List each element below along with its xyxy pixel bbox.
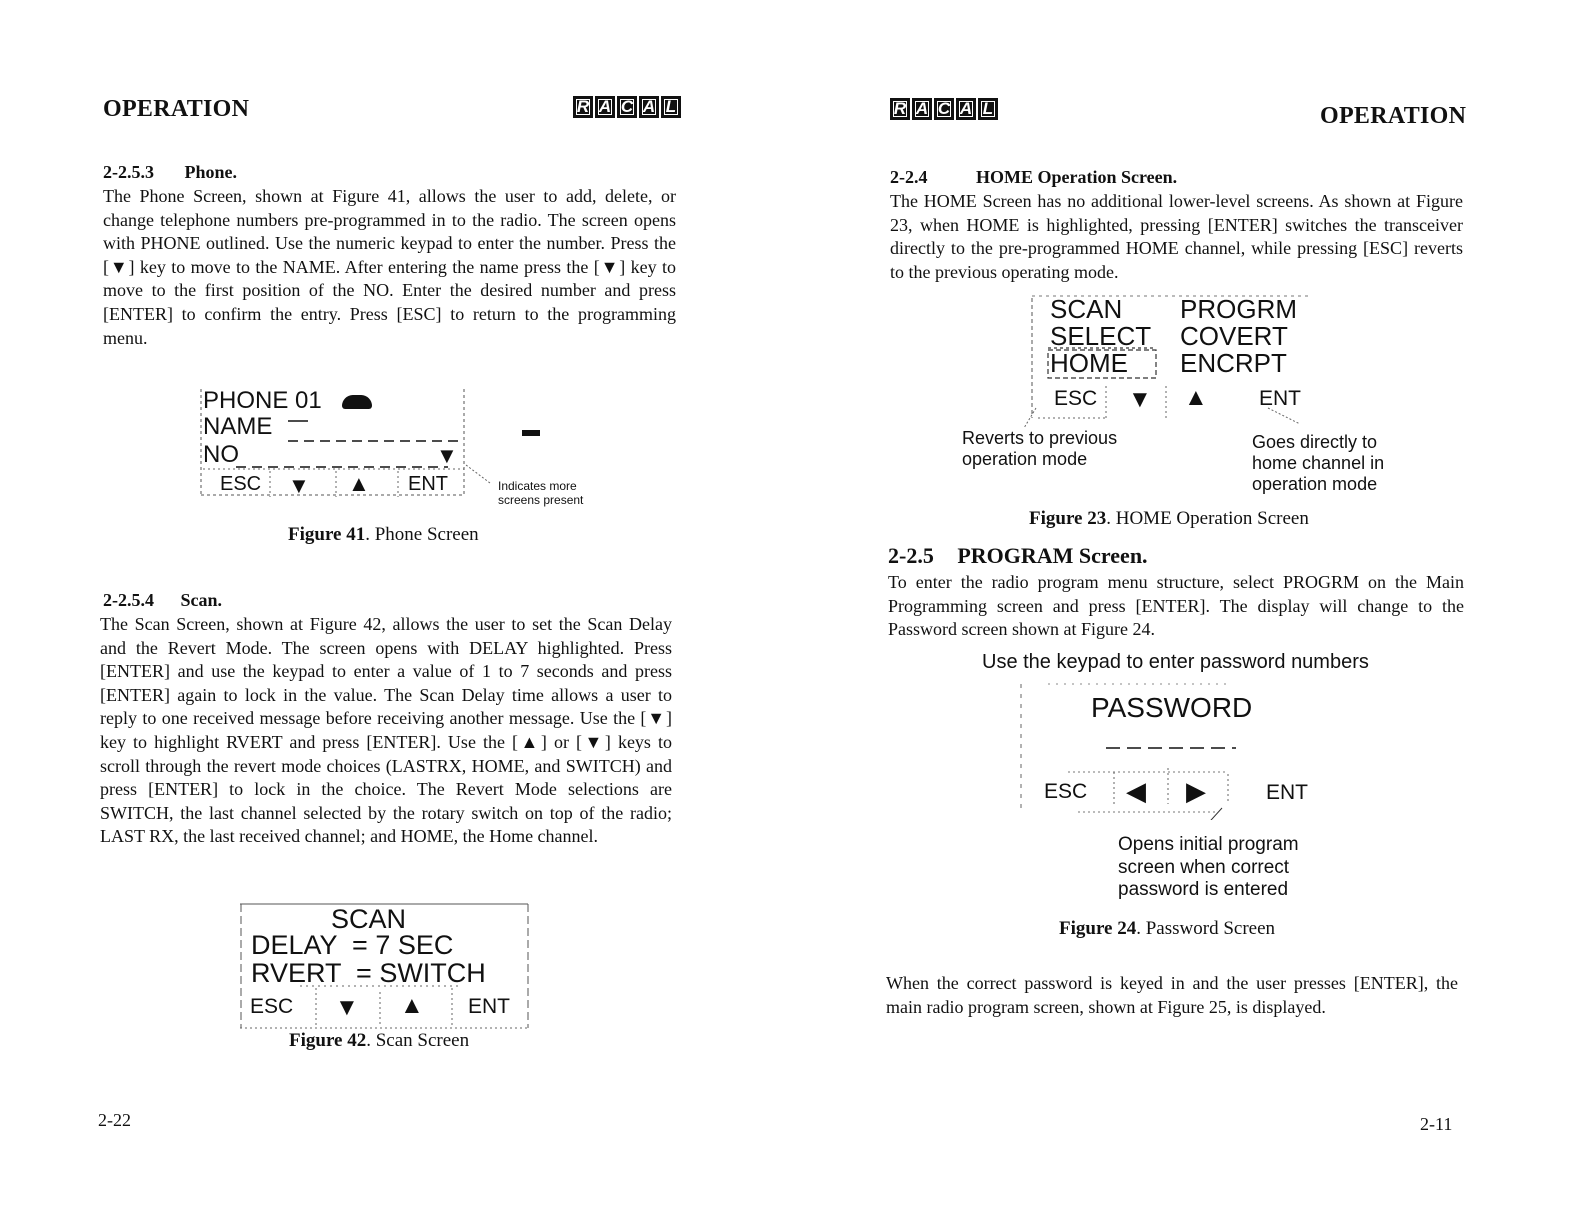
racal-logo: R A C A L [890,98,998,120]
down-arrow-icon: ▼ [335,994,359,1021]
section-heading-program [888,543,1148,569]
esc-key: ESC [250,995,294,1018]
number-line: NO [203,441,239,468]
scan-title: SCAN [331,904,407,934]
ent-note: Goes directly to home channel in operation mode [1252,432,1385,494]
menu-item-scan: SCAN [1050,294,1123,324]
phone-screen-figure [198,385,598,525]
section-heading-phone [103,162,237,183]
page-number: 2-11 [1420,1114,1453,1134]
section-heading-home [890,167,1177,188]
scroll-down-icon: ▼ [436,443,458,468]
ent-key: ENT [468,995,510,1018]
section-title: Scan. [180,590,223,610]
name-line: NAME [203,413,273,440]
section-number: 2-2.5.4 [103,590,154,610]
page-number: 2-22 [98,1110,131,1130]
ent-key: ENT [408,473,448,495]
up-arrow-icon: ▲ [348,471,370,496]
menu-item-progrm: PROGRM [1180,294,1297,324]
ent-key: ENT [1259,387,1301,410]
menu-col-left [1050,296,1151,377]
home-screen-figure [960,290,1410,500]
program-paragraph: To enter the radio program menu structure, select PROGRM on the Main Programming screen and press [ENTER]. The display will change to the Password screen shown at Figure 24. [888,572,1464,640]
right-page [792,0,1584,1224]
menu-col-right [1180,296,1297,377]
revert-line: RVERT = SWITCH [251,958,486,988]
password-instruction: Use the keypad to enter password numbers [982,651,1369,673]
section-number: 2-2.4 [890,167,928,187]
down-arrow-icon: ▼ [1128,386,1152,413]
handset-icon [342,395,372,409]
page-header: OPERATION [1320,103,1467,129]
menu-item-encrpt: ENCRPT [1180,348,1287,378]
indicator-note: Indicates more screens present [498,479,584,507]
esc-note: Reverts to previous operation mode [962,428,1118,469]
page-header: OPERATION [103,96,250,122]
section-number: 2-2.5 [888,543,934,568]
section-title: PROGRAM Screen. [957,543,1148,568]
right-arrow-icon: ▶ [1186,776,1206,806]
section-number: 2-2.5.3 [103,162,154,182]
section-heading-scan [103,590,222,611]
menu-item-select: SELECT [1050,321,1152,351]
racal-logo: R A C A L [573,96,681,118]
scan-screen-figure [240,900,532,1032]
closing-paragraph: When the correct password is keyed in and the user presses [ENTER], the main radio program screen, shown at Figure 25, is displayed. [886,973,1458,1017]
password-screen-figure [1018,680,1338,910]
enter-note: Opens initial program screen when correct password is entered [1118,834,1299,900]
delay-line: DELAY = 7 SEC [251,930,454,960]
figure-41-caption: Figure 41. Phone Screen [288,524,479,545]
password-title: PASSWORD [1091,692,1253,723]
left-arrow-icon: ◀ [1126,776,1146,806]
more-indicator-icon [522,430,540,436]
esc-key: ESC [1054,387,1098,410]
phone-paragraph: The Phone Screen, shown at Figure 41, allows the user to add, delete, or change telephone numbers pre-programmed in to the radio. The screen opens with PHONE outlined. Use the numeric keypad to enter the number. Press the [▼] key to move to the NAME. After entering the name press the [▼] key to move to the first position of the NO. Enter the desired number and press [ENTER] to confirm the entry. Press [ESC] to return to the programming menu. [103,186,676,348]
section-title: HOME Operation Screen. [976,167,1178,187]
up-arrow-icon: ▲ [400,992,424,1019]
scan-paragraph: The Scan Screen, shown at Figure 42, allows the user to set the Scan Delay and the Revert Mode. The screen opens with DELAY highlighted. Press [ENTER] and use the keypad to enter a value of 1 to 7 seconds and press [ENTER] again to lock in the value. The Scan Delay time allows a user to reply to one received message before receiving another message. Use the [▼] key to highlight RVERT and press [ENTER]. Use the [▲] or [▼] keys to scroll through the revert mode choices (LASTRX, HOME, and SWITCH) and press [ENTER] to lock in the choice. The Revert Mode selections are SWITCH, the last channel selected by the rotary switch on top of the radio; LAST RX, the last received channel; and HOME, the Home channel. [100,614,672,847]
up-arrow-icon: ▲ [1184,384,1208,411]
figure-24-caption: Figure 24. Password Screen [1059,918,1276,939]
menu-item-home: HOME [1050,348,1128,378]
figure-23-caption: Figure 23. HOME Operation Screen [1029,508,1309,529]
down-arrow-icon: ▼ [288,473,310,498]
phone-line: PHONE 01 [203,387,322,414]
section-title: Phone. [184,162,238,182]
esc-key: ESC [1044,780,1088,803]
esc-key: ESC [220,473,262,495]
figure-42-caption: Figure 42. Scan Screen [289,1030,470,1051]
home-paragraph: The HOME Screen has no additional lower-level screens. As shown at Figure 23, when HOME is highlighted, pressing [ENTER] switches the transceiver directly to the pre-programmed HOME channel, while pressing [ESC] reverts to the previous operating mode. [890,191,1463,282]
ent-key: ENT [1266,781,1308,804]
menu-item-covert: COVERT [1180,321,1288,351]
